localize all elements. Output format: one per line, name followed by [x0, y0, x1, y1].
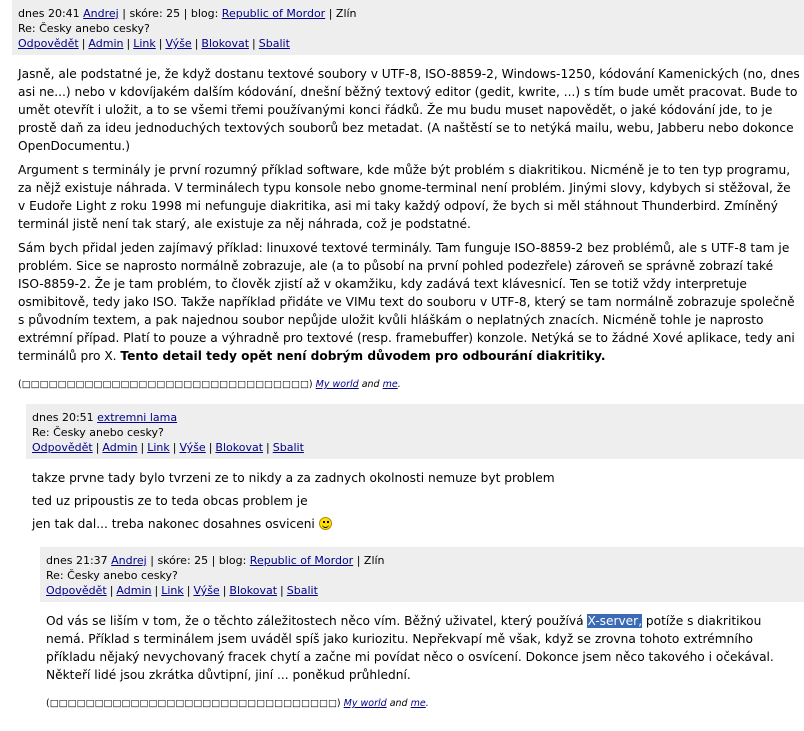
- signature: [12, 371, 804, 404]
- collapse-link[interactable]: Sbalit: [272, 441, 304, 454]
- paragraph-text: Sám bych přidal jeden zajímavý příklad: linuxové textové terminály. Tam funguje ISO-8859-2 bez problémů, ale s UTF-8 tam je problém. Sice se naprosto normálně zobrazuje, ale (a to působí na první pohled podezřele) zároveň se správně zobrazí také ISO-8859-2. Že je tam problém, to člověk zjistí až v okamžiku, kdy zadává text klávesnicí. Ten se totiž vždy interpretuje osmibitově, tedy jako ISO. Takže například přidáte ve VIMu text do souboru v UTF-8, který se tam normálně zobrazuje společně s původním textem, a pak najednou soubor nepůjde uložit kvůli hláškám o neplatných znacích. Nicméně tohle je naprosto extrémní případ. Platí to pouze a výhradně pro textové (resp. framebuffer) konzole. Netýká se to žádné Xové aplikace, tedy ani terminálů pro X.: [18, 241, 795, 363]
- comment-body: [12, 55, 804, 365]
- comment-subject: Re: Česky anebo cesky?: [46, 569, 178, 582]
- paragraph-text: potíže s diakritikou nemá. Příklad s terminálem jsem uváděl spíš jako kuriozitu. Nepřekvapí mě však, když se zrovna tohoto extrémního příkladu nějaký nevychovaný fracek chytí a začne mi povídat něco o osvícení. Dokonce jsem něco takového i očekával. Někteří lidé jsou zkrátka důvtipní, jiní ... poněkud průhlední.: [46, 614, 774, 682]
- comment-subject: Re: Česky anebo cesky?: [18, 22, 150, 35]
- admin-link[interactable]: Admin: [88, 37, 124, 50]
- collapse-link[interactable]: Sbalit: [258, 37, 290, 50]
- comment-time: dnes 20:51: [32, 411, 94, 424]
- admin-link[interactable]: Admin: [102, 441, 138, 454]
- comment-actions: Odpovědět | Admin | Link | Výše | Blokovat | Sbalit: [46, 584, 318, 597]
- comment-paragraph: [18, 239, 800, 365]
- permalink-link[interactable]: Link: [161, 584, 184, 597]
- paragraph-text: Od vás se liším v tom, že o těchto záležitostech něco vím. Běžný uživatel, který používá: [46, 614, 588, 628]
- city-text: | Zlín: [328, 7, 357, 20]
- comment-time: dnes 20:41: [18, 7, 80, 20]
- comment-paragraph: Jasně, ale podstatné je, že když dostanu textové soubory v UTF-8, ISO-8859-2, Windows-1250, kódování Kamenických (no, dnes asi ne...) nebo v kdovíjakém dalším kódování, dnešní běžný textový editor (gedit, kwrite, ...) s tím bude umět pracovat. Bude to umět otevřít i uložit, a to se všemi třemi používanými konci řádků. Že mu budu muset napovědět, o jaké kódování jde, to je prostě daň za ideu jednoduchých textových souborů bez metadat. (A naštěstí se to netýká mailu, webu, Jabberu nebo dokonce OpenDocumentu.): [18, 67, 800, 153]
- parent-link[interactable]: Výše: [165, 37, 192, 50]
- parent-link[interactable]: Výše: [193, 584, 220, 597]
- permalink-link[interactable]: Link: [133, 37, 156, 50]
- permalink-link[interactable]: Link: [147, 441, 170, 454]
- my-world-link[interactable]: My world: [315, 379, 359, 390]
- me-link[interactable]: me: [410, 698, 426, 709]
- block-link[interactable]: Blokovat: [229, 584, 278, 597]
- parent-link[interactable]: Výše: [179, 441, 206, 454]
- reply-link[interactable]: Odpovědět: [46, 584, 107, 597]
- author-link[interactable]: Andrej: [83, 7, 119, 20]
- admin-link[interactable]: Admin: [116, 584, 152, 597]
- bold-conclusion: Tento detail tedy opět není dobrým důvodem pro odbourání diakritiky.: [120, 349, 606, 363]
- comment-actions: Odpovědět | Admin | Link | Výše | Blokovat | Sbalit: [32, 441, 304, 454]
- paragraph-text: jen tak dal... treba nakonec dosahnes osviceni: [32, 517, 315, 531]
- signature-and: and: [389, 698, 408, 709]
- comment-paragraph: [46, 612, 800, 684]
- signature-text: (□□□□□□□□□□□□□□□□□□□□□□□□□□□□□□□□): [18, 379, 313, 390]
- signature-text: (□□□□□□□□□□□□□□□□□□□□□□□□□□□□□□□□): [46, 698, 341, 709]
- signature: [40, 690, 804, 723]
- score-text: | skóre: 25 | blog:: [122, 7, 219, 20]
- block-link[interactable]: Blokovat: [201, 37, 250, 50]
- my-world-link[interactable]: My world: [343, 698, 387, 709]
- reply-link[interactable]: Odpovědět: [32, 441, 93, 454]
- city-text: | Zlín: [356, 554, 385, 567]
- signature-dot: .: [425, 698, 429, 709]
- comment-subject: Re: Česky anebo cesky?: [32, 426, 164, 439]
- comment-andrej-2: [40, 547, 804, 723]
- selected-text[interactable]: X-server,: [587, 614, 643, 628]
- collapse-link[interactable]: Sbalit: [286, 584, 318, 597]
- comment-paragraph: Argument s terminály je první rozumný příklad software, kde může být problém s diakritikou. Nicméně je to ten typ programu, za nějž existuje náhrada. V terminálech typu konsole nebo gnome-terminal není problém. Jinými slovy, kdybych si stěžoval, že v Eudoře Light z roku 1998 mi nefunguje diakritika, asi mi taky každý odpoví, že bych si měl stáhnout Thunderbird. Zmíněný terminál jistě není tak starý, ale existuje za něj náhrada, což je podstatné.: [18, 163, 791, 231]
- reply-link[interactable]: Odpovědět: [18, 37, 79, 50]
- comment-paragraph: [32, 515, 800, 533]
- comment-header: [40, 547, 804, 602]
- author-link[interactable]: Andrej: [111, 554, 147, 567]
- me-link[interactable]: me: [382, 379, 398, 390]
- comment-andrej-1: [12, 0, 804, 404]
- comment-paragraph: takze prvne tady bylo tvrzeni ze to nikdy a za zadnych okolnosti nemuze byt problem: [32, 471, 555, 485]
- comment-extremni-lama: [26, 404, 804, 533]
- block-link[interactable]: Blokovat: [215, 441, 264, 454]
- smiley-icon: [319, 517, 332, 530]
- comment-body: [26, 459, 804, 533]
- comment-body: [40, 602, 804, 684]
- blog-link[interactable]: Republic of Mordor: [249, 554, 354, 567]
- comment-actions: Odpovědět | Admin | Link | Výše | Blokovat | Sbalit: [18, 37, 290, 50]
- author-link[interactable]: extremni lama: [97, 411, 178, 424]
- signature-and: and: [361, 379, 380, 390]
- comment-time: dnes 21:37: [46, 554, 108, 567]
- comment-header: [12, 0, 804, 55]
- comment-header: [26, 404, 804, 459]
- blog-link[interactable]: Republic of Mordor: [221, 7, 326, 20]
- comment-paragraph: ted uz pripoustis ze to teda obcas problem je: [32, 494, 308, 508]
- score-text: | skóre: 25 | blog:: [150, 554, 247, 567]
- signature-dot: .: [397, 379, 401, 390]
